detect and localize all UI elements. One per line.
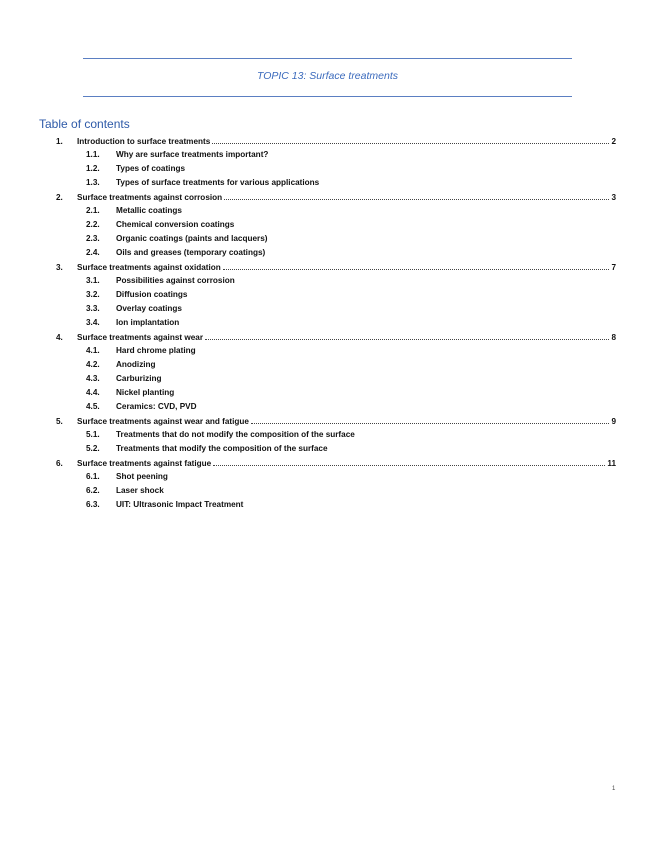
- dot-leader: [251, 414, 609, 424]
- toc-subentry-number: 6.1.: [86, 472, 100, 481]
- toc-entry[interactable]: [56, 260, 616, 274]
- toc-subentry[interactable]: [86, 498, 486, 512]
- toc-entry-title: Surface treatments against wear and fatigue: [77, 417, 249, 426]
- toc-subentry-number: 5.1.: [86, 430, 100, 439]
- toc-subentry-number: 1.1.: [86, 150, 100, 159]
- toc-entry-title: Surface treatments against fatigue: [77, 459, 212, 468]
- toc-entry-page: 7: [611, 263, 616, 272]
- toc-subentry-number: 4.4.: [86, 388, 100, 397]
- toc-entry-title: Introduction to surface treatments: [77, 137, 211, 146]
- toc-subentry-title: Treatments that modify the composition of the surface: [116, 444, 328, 453]
- toc-subentry-number: 3.3.: [86, 304, 100, 313]
- toc-subentry-number: 3.2.: [86, 290, 100, 299]
- toc-subentry-title: Hard chrome plating: [116, 346, 196, 355]
- toc-subentry-title: Nickel planting: [116, 388, 175, 397]
- toc-subentry-title: Laser shock: [116, 486, 164, 495]
- toc-subentry-title: Carburizing: [116, 374, 162, 383]
- toc-subentry[interactable]: [86, 400, 486, 414]
- toc-entry[interactable]: [56, 134, 616, 148]
- toc-subentry[interactable]: [86, 218, 486, 232]
- toc-subentry-title: Diffusion coatings: [116, 290, 188, 299]
- toc-entry-page: 2: [611, 137, 616, 146]
- toc-subentry-number: 6.2.: [86, 486, 100, 495]
- toc-subentry-title: Ion implantation: [116, 318, 180, 327]
- toc-entry[interactable]: [56, 190, 616, 204]
- toc-subentry-number: 2.4.: [86, 248, 100, 257]
- toc-subentry[interactable]: [86, 302, 486, 316]
- toc-subentry-number: 4.3.: [86, 374, 100, 383]
- dot-leader: [223, 260, 610, 270]
- toc-subentry-number: 4.1.: [86, 346, 100, 355]
- header-rule-bottom: [83, 96, 572, 97]
- toc-entry-number: 3.: [56, 263, 63, 272]
- toc-subentry[interactable]: [86, 358, 486, 372]
- toc-subentry-number: 1.3.: [86, 178, 100, 187]
- dot-leader: [205, 330, 609, 340]
- toc-subentry[interactable]: [86, 246, 486, 260]
- toc-entry[interactable]: [56, 414, 616, 428]
- toc-subentry[interactable]: [86, 288, 486, 302]
- toc-subentry-number: 4.5.: [86, 402, 100, 411]
- dot-leader: [224, 190, 609, 200]
- toc-subentry[interactable]: [86, 442, 486, 456]
- toc-entry-number: 2.: [56, 193, 63, 202]
- toc-entry-page: 9: [611, 417, 616, 426]
- toc-subentry-title: Why are surface treatments important?: [116, 150, 269, 159]
- toc-subentry-number: 4.2.: [86, 360, 100, 369]
- toc-subentry-title: Organic coatings (paints and lacquers): [116, 234, 268, 243]
- toc-subentry-title: UIT: Ultrasonic Impact Treatment: [116, 500, 244, 509]
- header-title: TOPIC 13: Surface treatments: [256, 70, 399, 82]
- toc-entry-number: 5.: [56, 417, 63, 426]
- toc-entry-title: Surface treatments against corrosion: [77, 193, 223, 202]
- toc-subentry-title: Types of coatings: [116, 164, 185, 173]
- toc-subentry[interactable]: [86, 386, 486, 400]
- toc-entry-number: 1.: [56, 137, 63, 146]
- toc-subentry-title: Metallic coatings: [116, 206, 182, 215]
- toc-subentry[interactable]: [86, 428, 486, 442]
- toc-subentry[interactable]: [86, 162, 486, 176]
- toc-entry-number: 4.: [56, 333, 63, 342]
- toc-subentry-number: 1.2.: [86, 164, 100, 173]
- toc-subentry-number: 2.2.: [86, 220, 100, 229]
- toc-subentry[interactable]: [86, 484, 486, 498]
- toc-subentry-title: Chemical conversion coatings: [116, 220, 235, 229]
- header-rule-top: [83, 58, 572, 59]
- toc-entry[interactable]: [56, 330, 616, 344]
- toc-entry-title: Surface treatments against oxidation: [77, 263, 221, 272]
- toc-subentry-title: Treatments that do not modify the composition of the surface: [116, 430, 355, 439]
- toc-subentry[interactable]: [86, 204, 486, 218]
- toc-subentry-title: Types of surface treatments for various applications: [116, 178, 320, 187]
- toc-subentry[interactable]: [86, 316, 486, 330]
- page-number: 1: [612, 786, 616, 792]
- toc-subentry-number: 2.1.: [86, 206, 100, 215]
- toc-subentry[interactable]: [86, 344, 486, 358]
- toc-subentry-title: Shot peening: [116, 472, 168, 481]
- toc-subentry-number: 3.4.: [86, 318, 100, 327]
- toc-entry-page: 8: [611, 333, 616, 342]
- toc-subentry-title: Possibilities against corrosion: [116, 276, 235, 285]
- toc-entry-page: 3: [611, 193, 616, 202]
- toc-subentry-number: 5.2.: [86, 444, 100, 453]
- toc-subentry-title: Ceramics: CVD, PVD: [116, 402, 197, 411]
- toc-subentry-number: 2.3.: [86, 234, 100, 243]
- toc-entry-number: 6.: [56, 459, 63, 468]
- toc-entry-title: Surface treatments against wear: [77, 333, 204, 342]
- toc-subentry-title: Anodizing: [116, 360, 156, 369]
- toc-subentry-title: Oils and greases (temporary coatings): [116, 248, 266, 257]
- toc-subentry-title: Overlay coatings: [116, 304, 182, 313]
- toc-subentry[interactable]: [86, 372, 486, 386]
- toc-subentry-number: 6.3.: [86, 500, 100, 509]
- toc-entry-page: 11: [607, 459, 616, 468]
- dot-leader: [212, 134, 609, 144]
- dot-leader: [213, 456, 605, 466]
- toc-subentry[interactable]: [86, 176, 486, 190]
- toc-entry[interactable]: [56, 456, 616, 470]
- toc-subentry[interactable]: [86, 274, 486, 288]
- toc-subentry[interactable]: [86, 470, 486, 484]
- toc-subentry[interactable]: [86, 232, 486, 246]
- toc-subentry-number: 3.1.: [86, 276, 100, 285]
- toc-subentry[interactable]: [86, 148, 486, 162]
- toc-heading: Table of contents: [39, 117, 130, 131]
